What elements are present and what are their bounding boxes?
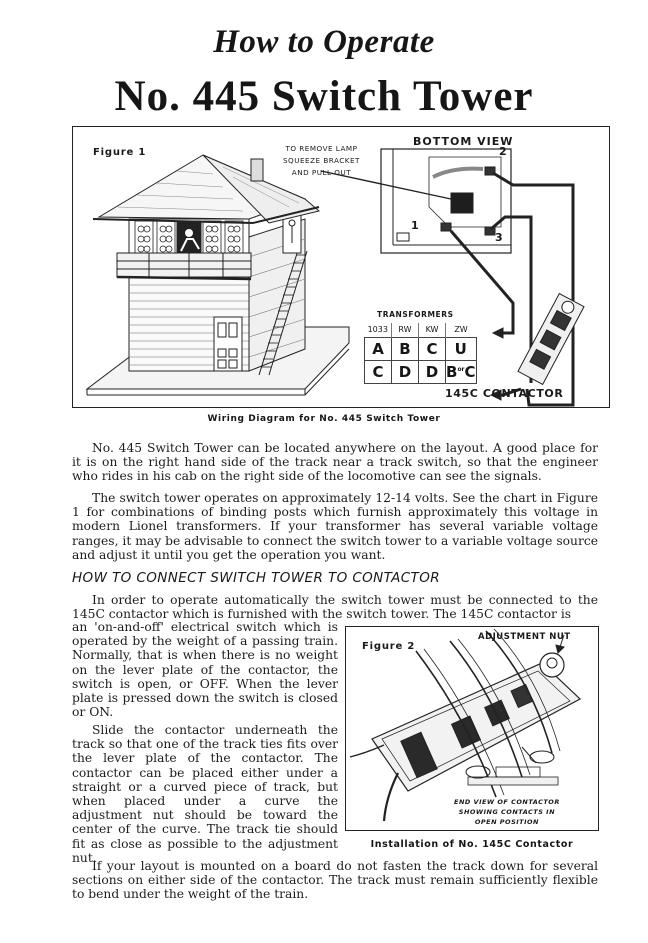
table-cell: B bbox=[392, 337, 419, 360]
figure-2-contactor-installation bbox=[345, 626, 599, 831]
terminal-label: 1 bbox=[411, 219, 419, 232]
figure-1-caption: Wiring Diagram for No. 445 Switch Tower bbox=[207, 414, 441, 424]
end-view-line: OPEN POSITION bbox=[474, 818, 539, 826]
table-cell: A bbox=[365, 337, 392, 360]
lamp-removal-note bbox=[283, 143, 360, 179]
terminal-label: 2 bbox=[499, 145, 507, 158]
table-cell: U bbox=[446, 337, 477, 360]
paragraph-mounting bbox=[72, 859, 598, 902]
bc-sub: C bbox=[464, 362, 476, 381]
table-row bbox=[365, 337, 477, 360]
adjustment-nut-label: ADJUSTMENT NUT bbox=[478, 632, 571, 642]
end-view-line: SHOWING CONTACTS IN bbox=[458, 808, 556, 816]
figure-2-label: Figure 2 bbox=[362, 641, 416, 652]
table-header-row bbox=[365, 323, 477, 337]
column-header: KW bbox=[419, 323, 446, 337]
table-cell: D bbox=[392, 360, 419, 383]
bc-or: or bbox=[457, 365, 465, 373]
table-cell: C bbox=[365, 360, 392, 383]
page-subtitle: How to Operate bbox=[213, 24, 435, 60]
table-cell: D bbox=[419, 360, 446, 383]
paragraph-text: Slide the contactor underneath the track so that one of the track ties fits over the lever plate of the contactor. The contactor can be placed either under a straight or a curved piece of track, but when placed under a curve the adjustment nut should be toward the center of the curve. The track tie should fit as close as possible to the adjustment nut. bbox=[72, 723, 338, 865]
lamp-note-line: TO REMOVE LAMP bbox=[285, 144, 358, 153]
paragraph-location bbox=[72, 441, 598, 484]
paragraph-voltage bbox=[72, 491, 598, 562]
paragraph-placement bbox=[72, 723, 338, 865]
paragraph-contactor-intro bbox=[72, 593, 598, 621]
figure-1-label: Figure 1 bbox=[93, 147, 147, 158]
paragraph-text: In order to operate automatically the switch tower must be connected to the 145C contactor which is furnished with the switch tower. The 145C contactor is bbox=[72, 593, 598, 622]
table-cell: C bbox=[419, 337, 446, 360]
lamp-note-line: AND PULL OUT bbox=[291, 168, 352, 177]
bottom-view-label: BOTTOM VIEW bbox=[413, 135, 514, 148]
column-header: RW bbox=[392, 323, 419, 337]
paragraph-text: The switch tower operates on approximately 12-14 volts. See the chart in Figure 1 for combinations of binding posts which furnish approximately this voltage in modern Lionel transformers. If your transformer has several variable voltage ranges, it may be advisable to connect the switch tower to a variable voltage source and adjust it until you get the operation you want. bbox=[72, 491, 598, 562]
column-header: ZW bbox=[446, 323, 477, 337]
section-heading: HOW TO CONNECT SWITCH TOWER TO CONTACTOR bbox=[72, 570, 440, 586]
column-header: 1033 bbox=[367, 325, 388, 335]
lamp-note-line: SQUEEZE BRACKET bbox=[283, 156, 360, 165]
transformer-binding-post-table bbox=[364, 323, 477, 384]
figure-2-caption: Installation of No. 145C Contactor bbox=[370, 839, 574, 850]
end-view-note bbox=[454, 797, 560, 827]
paragraph-text: an 'on-and-off' electrical switch which is operated by the weight of a passing train. Normally, that is when there is no weight on the lever plate of the contactor, the switch is open, or OFF. When the lever plate is pressed down the switch is closed or ON. bbox=[72, 620, 338, 720]
page-title: No. 445 Switch Tower bbox=[114, 73, 534, 120]
paragraph-text: If your layout is mounted on a board do not fasten the track down for several sections on either side of the contactor. The track must remain sufficiently flexible to bend under the weight of the train. bbox=[72, 859, 598, 902]
contactor-label: 145C CONTACTOR bbox=[445, 387, 564, 400]
end-view-line: END VIEW OF CONTACTOR bbox=[454, 798, 560, 806]
transformers-label: TRANSFORMERS bbox=[377, 310, 454, 319]
paragraph-text: No. 445 Switch Tower can be located anywhere on the layout. A good place for it is on the right hand side of the track near a track switch, so that the engineer who rides in his cab on the right side of the locomotive can see the signals. bbox=[72, 441, 598, 484]
terminal-label: 3 bbox=[495, 231, 503, 244]
bc-main: B bbox=[446, 362, 458, 381]
paragraph-contactor-description bbox=[72, 620, 338, 719]
figure-1-wiring-diagram bbox=[72, 126, 610, 408]
table-row bbox=[365, 360, 477, 383]
table-cell-b-or-c bbox=[446, 360, 477, 383]
